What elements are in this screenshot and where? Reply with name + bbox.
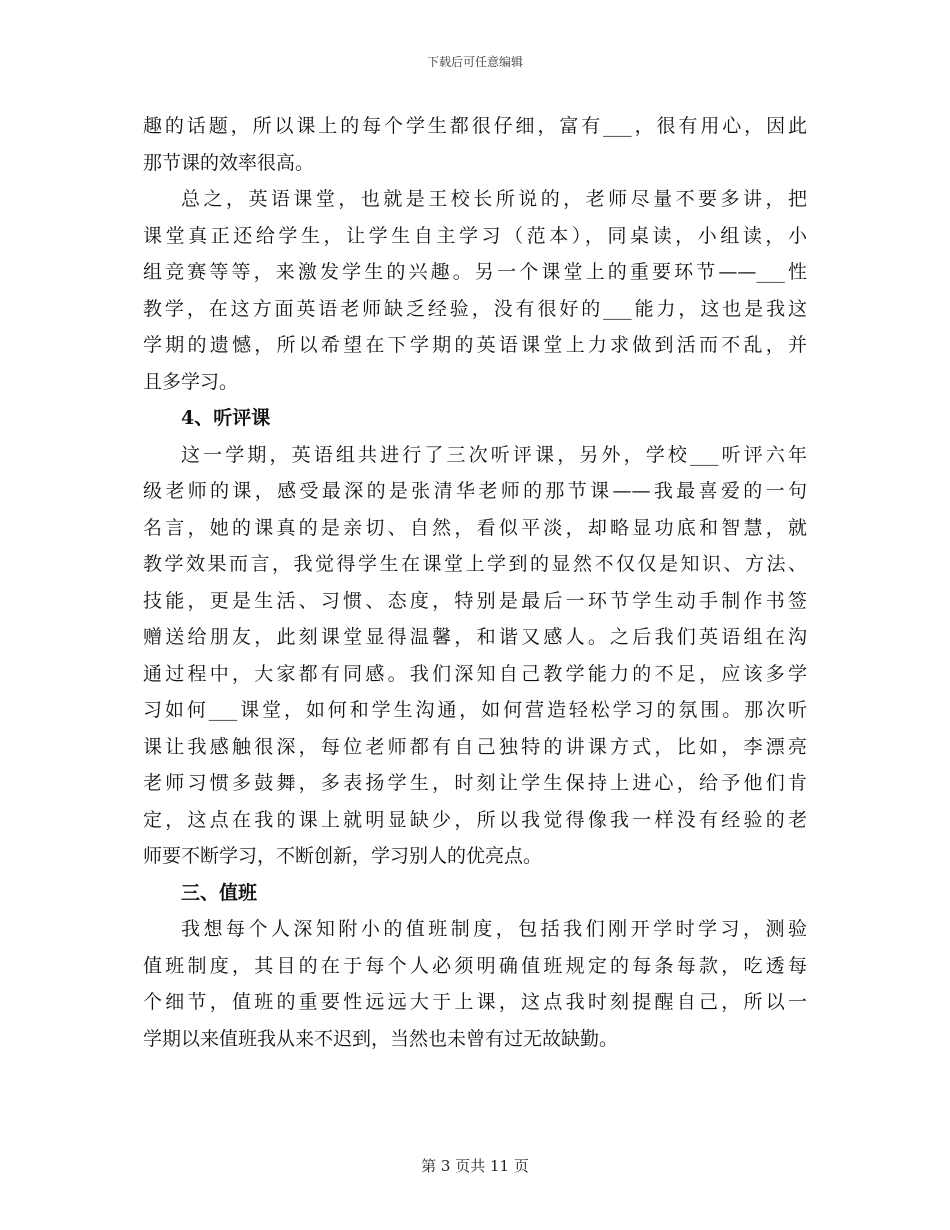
paragraph-4	[143, 911, 807, 1057]
text-line: 课堂真正还给学生，让学生自主学习（范本），同桌读，小组读，小	[143, 224, 807, 247]
text-line: 名言，她的课真的是亲切、自然，看似平淡，却略显功底和智慧，就	[143, 516, 807, 539]
text-line: 通过程中，大家都有同感。我们深知自己教学能力的不足，应该多学	[143, 662, 807, 685]
text-line: 定，这点在我的课上就明显缺少，所以我觉得像我一样没有经验的老	[143, 808, 807, 831]
text-line: 师要不断学习，不断创新，学习别人的优亮点。	[143, 845, 543, 867]
text-line: 赠送给朋友，此刻课堂显得温馨，和谐又感人。之后我们英语组在沟	[143, 626, 807, 648]
page-number: 第 3 页共 11 页	[421, 1157, 529, 1175]
paragraph-1	[143, 108, 807, 181]
text-line: 学期以来值班我从来不迟到，当然也未曾有过无故缺勤。	[143, 1027, 619, 1050]
paragraph-2	[143, 181, 807, 400]
text-line: 习如何___课堂，如何和学生沟通，如何营造轻松学习的氛围。那次听	[143, 699, 807, 721]
text-line: 值班制度，其目的在于每个人必须明确值班规定的每条每款，吃透每	[143, 954, 807, 977]
document-body	[143, 108, 807, 1057]
text-line: 技能，更是生活、习惯、态度，特别是最后一环节学生动手制作书签	[143, 589, 807, 612]
text-line: 趣的话题，所以课上的每个学生都很仔细，富有___，很有用心，因此	[143, 115, 807, 137]
text-line: 组竞赛等等，来激发学生的兴趣。另一个课堂上的重要环节——___性	[143, 261, 807, 283]
text-line: 级老师的课，感受最深的是张清华老师的那节课——我最喜爱的一句	[143, 480, 807, 502]
text-line: 这一学期，英语组共进行了三次听评课，另外，学校___听评六年	[181, 443, 807, 466]
text-line: 学期的遗憾，所以希望在下学期的英语课堂上力求做到活而不乱，并	[143, 334, 807, 356]
page-header: 下载后可任意编辑	[426, 55, 523, 69]
text-line: 个细节，值班的重要性远远大于上课，这点我时刻提醒自己，所以一	[143, 991, 807, 1013]
text-line: 那节课的效率很高。	[143, 151, 315, 174]
text-line: 总之，英语课堂，也就是王校长所说的，老师尽量不要多讲，把	[181, 188, 807, 210]
text-line: 我想每个人深知附小的值班制度，包括我们刚开学时学习，测验	[181, 918, 807, 940]
text-line: 教学效果而言，我觉得学生在课堂上学到的显然不仅仅是知识、方法、	[143, 553, 807, 575]
text-line: 教学，在这方面英语老师缺乏经验，没有很好的___能力，这也是我这	[143, 297, 807, 320]
paragraph-3	[143, 437, 807, 875]
section-heading-listen-evaluate: 4、听评课	[181, 407, 271, 429]
text-line: 课让我感触很深，每位老师都有自己独特的讲课方式，比如，李漂亮	[143, 735, 807, 758]
section-heading-duty: 三、值班	[181, 881, 258, 904]
text-line: 老师习惯多鼓舞，多表扬学生，时刻让学生保持上进心，给予他们肯	[143, 772, 807, 794]
text-line: 且多学习。	[143, 370, 239, 393]
